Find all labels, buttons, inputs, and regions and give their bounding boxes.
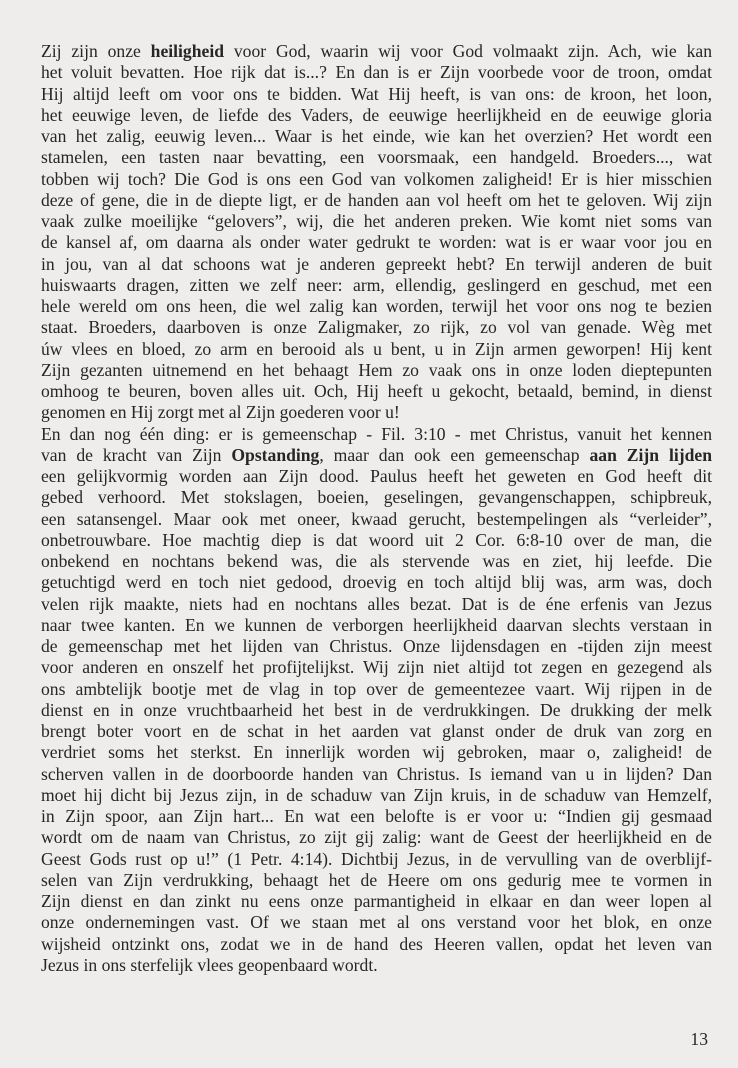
text-segment: van het zalig, eeuwig leven... Waar is het einde, wie kan het overzien? Het wordt een (41, 126, 712, 146)
text-segment: naar twee kanten. En we kunnen de verborgen heerlijkheid daarvan slechts verstaan in (41, 614, 712, 635)
text-line (41, 466, 712, 487)
text-line (41, 615, 712, 636)
text-segment: dienst en in onze vruchtbaarheid het best in de verdrukkingen. De drukking der melk (41, 699, 712, 720)
text-line (41, 317, 712, 338)
text-segment: Zijn dienst en dan zinkt nu eens onze parmantigheid in elkaar en dan weer lopen al (41, 891, 712, 911)
text-segment: voor God, waarin wij voor God volmaakt zijn. Ach, wie kan (224, 41, 712, 61)
text-segment: ons ambtelijk bootje met de vlag in top over de gemeentezee vaart. Wij rijpen in de (41, 678, 712, 699)
text-segment: onbetrouwbare. Hoe machtig diep is dat woord uit 2 Cor. 6:8-10 over de man, die (41, 529, 712, 550)
text-line (41, 530, 712, 551)
text-segment: moet hij dicht bij Jezus zijn, in de schaduw van Zijn kruis, in de schaduw van Hemzelf, (41, 784, 712, 805)
text-line (41, 636, 712, 657)
text-line (41, 955, 712, 976)
text-segment: de kansel af, om daarna als onder water gedrukt te worden: wat is er waar voor jou en (41, 232, 712, 253)
text-segment: onbekend en nochtans bekend was, die als stervende was en ziet, hij leefde. Die (41, 551, 712, 571)
text-line (41, 849, 712, 870)
text-segment: voor anderen en onszelf het profijtelijkst. Wij zijn niet altijd tot zegen en gezegend als (41, 657, 712, 678)
text-line (41, 657, 712, 678)
text-line (41, 84, 712, 105)
text-segment: het eeuwige leven, de liefde des Vaders, de eeuwige heerlijkheid en de eeuwige gloria (41, 104, 712, 125)
text-line (41, 147, 712, 168)
text-line (41, 190, 712, 211)
text-line (41, 445, 712, 466)
text-segment: Jezus in ons sterfelijk vlees geopenbaard wordt. (41, 954, 378, 975)
text-segment: de gemeenschap met het lijden van Christus. Onze lijdensdagen en -tijden zijn meest (41, 636, 712, 656)
text-line (41, 509, 712, 530)
text-segment: En dan nog één ding: er is gemeenschap - Fil. 3:10 - met Christus, vanuit het kennen (41, 423, 712, 444)
text-line (41, 742, 712, 763)
text-segment: brengt boter voort en de schat in het aarden vat glanst onder de druk van zorg en (41, 721, 712, 741)
text-line (41, 275, 712, 296)
text-line (41, 232, 712, 253)
text-line (41, 487, 712, 508)
text-line (41, 785, 712, 806)
text-line (41, 402, 712, 423)
text-segment: Hij altijd leeft om voor ons te bidden. Wat Hij heeft, is van ons: de kroon, het loon, (41, 83, 712, 104)
text-segment: velen rijk maakte, niets had en nochtans alles bezat. Dat is de éne erfenis van Jezus (41, 593, 712, 614)
text-segment: omhoog te beuren, boven alles uit. Och, Hij heeft u gekocht, betaald, bemind, in dienst (41, 381, 712, 401)
text-segment: verdriet soms het sterkst. En innerlijk worden wij gebroken, maar o, zaligheid! de (41, 742, 712, 763)
text-line (41, 764, 712, 785)
text-line (41, 360, 712, 381)
text-segment: een gelijkvormig worden aan Zijn dood. Paulus heeft het geweten en God heeft dit (41, 466, 712, 486)
text-line (41, 721, 712, 742)
page-number: 13 (690, 1029, 708, 1049)
text-line (41, 806, 712, 827)
text-segment: onze ondernemingen vast. Of we staan met al ons verstand voor het blok, en onze (41, 912, 712, 933)
text-segment: deze of gene, die in de diepte ligt, er de handen aan vol heeft om het te geloven. Wij zijn (41, 189, 712, 210)
text-line (41, 424, 712, 445)
text-line (41, 41, 712, 62)
text-line (41, 381, 712, 402)
bold-text: heiligheid (150, 41, 224, 61)
text-line (41, 870, 712, 891)
text-segment: scherven vallen in de doorboorde handen van Christus. Is iemand van u in lijden? Dan (41, 763, 712, 784)
text-segment: in jou, van al dat schoons wat je anderen gepreekt hebt? En terwijl anderen de buit (41, 253, 712, 274)
bold-text: Opstanding (231, 444, 320, 465)
text-segment: Zij zijn onze (41, 41, 151, 61)
text-segment: selen van Zijn verdrukking, behaagt het de Heere om ons gedurig mee te vormen in (41, 869, 712, 890)
text-line (41, 126, 712, 147)
text-segment: huiswaarts dragen, zitten we zelf neer: arm, ellendig, geslingerd en geschud, met een (41, 274, 712, 295)
text-line (41, 551, 712, 572)
text-segment: het voluit bevatten. Hoe rijk dat is...? En dan is er Zijn voorbede voor de troon, omdat (41, 62, 712, 83)
text-line (41, 891, 712, 912)
text-line (41, 700, 712, 721)
text-segment: een satansengel. Maar ook met oneer, kwaad gerucht, bestempelingen als “verleider”, (41, 508, 712, 529)
text-segment: gebed verhoord. Met stokslagen, boeien, geselingen, gevangenschappen, schipbreuk, (41, 487, 712, 508)
bold-text: aan Zijn lijden (589, 444, 712, 465)
text-line (41, 679, 712, 700)
text-line (41, 254, 712, 275)
text-line (41, 572, 712, 593)
paragraph (41, 41, 712, 424)
text-line (41, 105, 712, 126)
text-segment: staat. Broeders, daarboven is onze Zaligmaker, zo rijk, zo vol van genade. Wèg met (41, 317, 712, 338)
text-line (41, 934, 712, 955)
text-segment: van de kracht van Zijn (41, 444, 232, 465)
text-segment: wordt om de naam van Christus, zo zijt gij zalig: want de Geest der heerlijkheid en de (41, 827, 712, 848)
text-line (41, 339, 712, 360)
text-line (41, 827, 712, 848)
text-segment: in Zijn spoor, aan Zijn hart... En wat een belofte is er voor u: “Indien gij gesmaad (41, 806, 712, 826)
text-segment: getuchtigd werd en toch niet gedood, droevig en toch altijd blij was, arm was, doch (41, 572, 712, 593)
text-line (41, 62, 712, 83)
text-segment: , maar dan ook een gemeenschap (319, 444, 590, 465)
body-text (41, 41, 712, 976)
text-segment: Geest Gods rust op u!” (1 Petr. 4:14). Dichtbij Jezus, in de vervulling van de overblijf- (41, 848, 712, 869)
text-segment: stamelen, een tasten naar bevatting, een voorsmaak, een handgeld. Broeders..., wat (41, 147, 712, 168)
text-segment: úw vlees en bloed, zo arm en berooid als u bent, u in Zijn armen geworpen! Hij kent (41, 338, 712, 359)
text-segment: hele wereld om ons heen, die wel zalig kan worden, terwijl het voor ons nog te bezien (41, 296, 712, 316)
text-segment: tobben wij toch? Die God is ons een God van volkomen zaligheid! Er is hier misschien (41, 168, 712, 189)
text-segment: vaak zulke moeilijke “gelovers”, wij, die het anderen preken. Wie komt niet soms van (41, 211, 712, 231)
text-line (41, 296, 712, 317)
paragraph (41, 424, 712, 977)
text-segment: genomen en Hij zorgt met al Zijn goederen voor u! (41, 402, 400, 423)
text-segment: wijsheid ontzinkt ons, zodat we in de hand des Heeren vallen, opdat het leven van (41, 933, 712, 954)
text-line (41, 594, 712, 615)
text-segment: Zijn gezanten uitnemend en het behaagt Hem zo vaak ons in onze loden dieptepunten (41, 359, 712, 380)
text-line (41, 912, 712, 933)
text-line (41, 211, 712, 232)
text-line (41, 169, 712, 190)
